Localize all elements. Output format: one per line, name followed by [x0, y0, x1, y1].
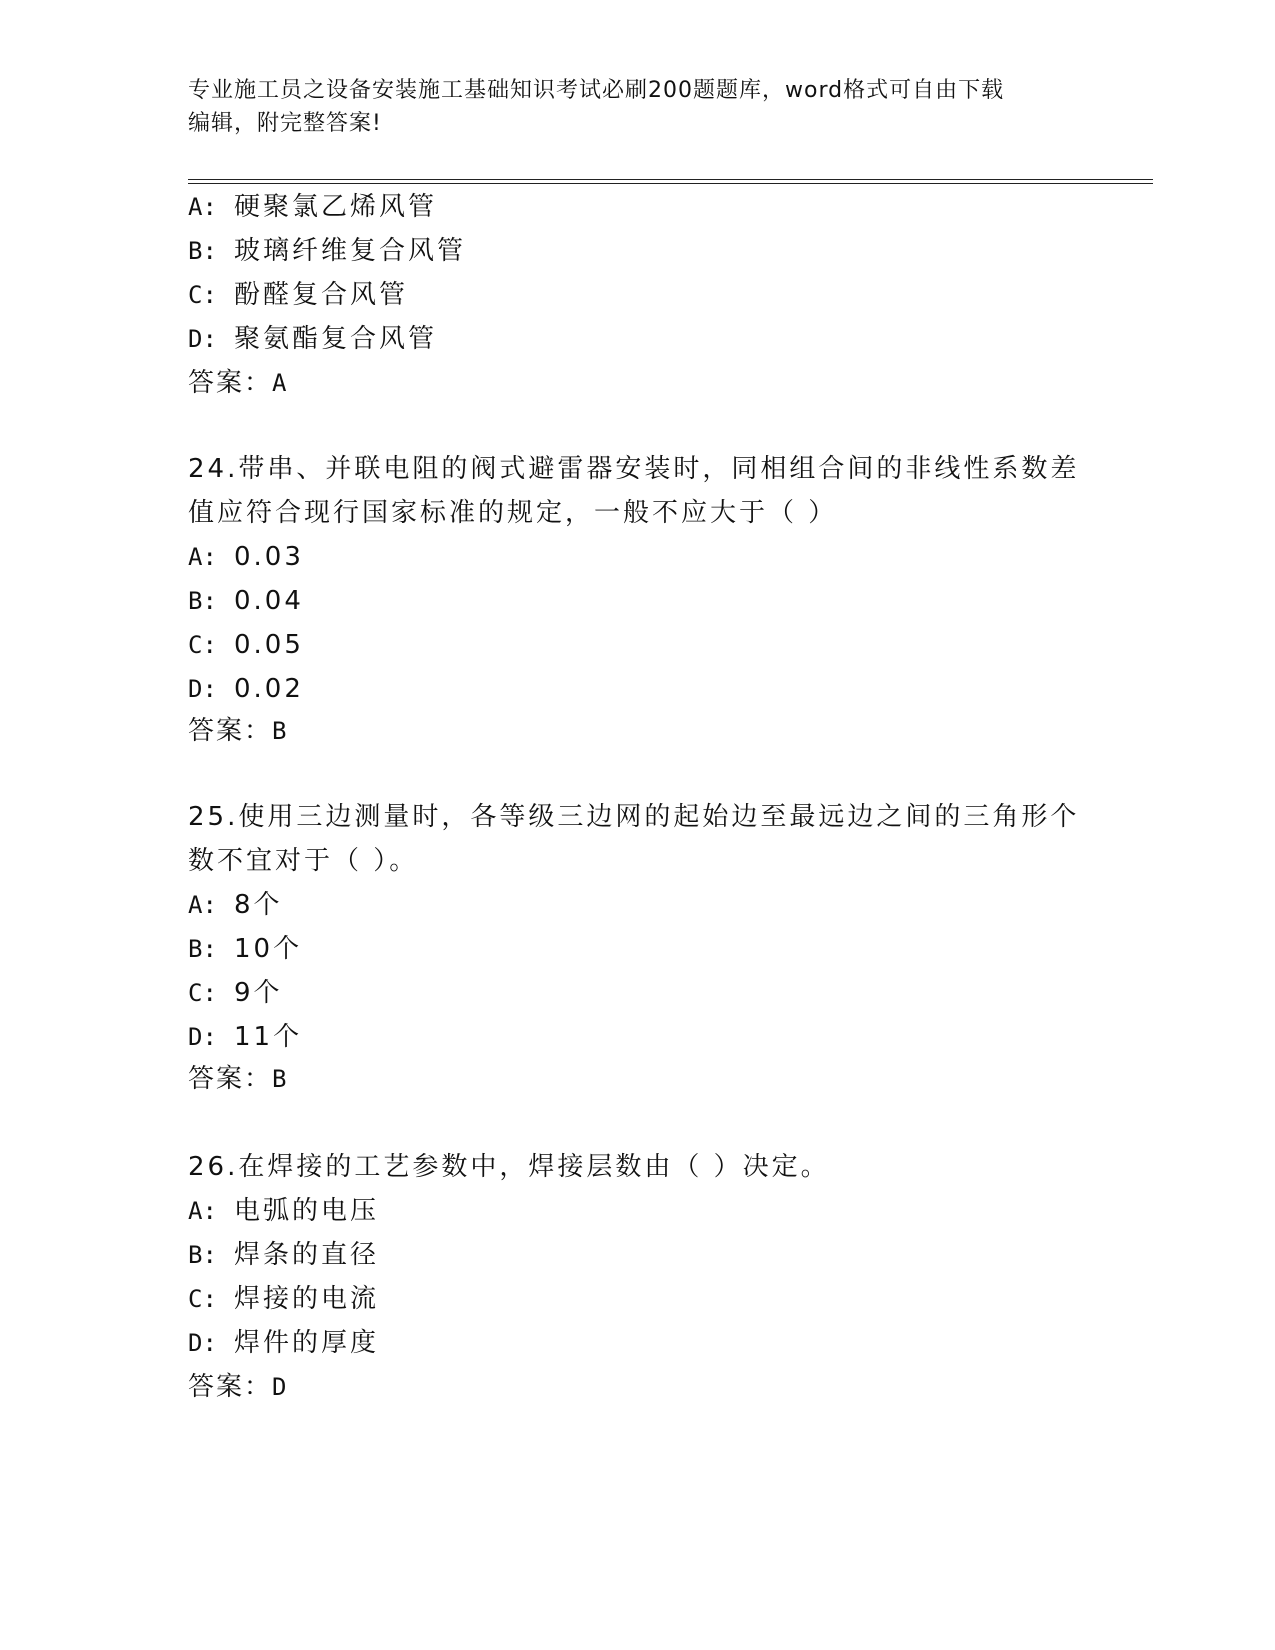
answer-line — [188, 366, 288, 400]
option-text: 焊件的厚度 — [234, 1328, 380, 1358]
option-d — [188, 1020, 302, 1054]
question-text-line-2: 值应符合现行国家标准的规定，一般不应大于（ ） — [188, 498, 838, 528]
option-letter: A: — [188, 543, 217, 571]
question-text-line-1: 26.在焊接的工艺参数中，焊接层数由（ ）决定。 — [188, 1152, 830, 1182]
option-c — [188, 278, 408, 312]
option-text: 10个 — [234, 934, 303, 964]
option-letter: B: — [188, 587, 217, 615]
answer-label: 答案： — [188, 1064, 273, 1094]
option-letter: C: — [188, 979, 217, 1007]
option-d — [188, 1326, 379, 1360]
option-a — [188, 190, 437, 224]
answer-line — [188, 714, 288, 748]
option-text: 聚氨酯复合风管 — [234, 324, 438, 354]
option-text: 11个 — [234, 1022, 303, 1052]
option-b — [188, 932, 302, 966]
question-text-line-1: 24.带串、并联电阻的阀式避雷器安装时，同相组合间的非线性系数差 — [188, 454, 1080, 484]
option-text: 0.03 — [234, 542, 304, 572]
option-text: 焊条的直径 — [234, 1240, 380, 1270]
answer-value: B — [272, 717, 289, 745]
option-letter: D: — [188, 325, 217, 353]
option-a — [188, 888, 283, 922]
answer-label: 答案： — [188, 716, 273, 746]
answer-value: A — [272, 369, 289, 397]
option-letter: A: — [188, 1197, 217, 1225]
answer-label: 答案： — [188, 368, 273, 398]
header-title-line-2: 编辑，附完整答案! — [188, 111, 382, 136]
question-text-line-1: 25.使用三边测量时，各等级三边网的起始边至最远边之间的三角形个 — [188, 802, 1080, 832]
option-text: 电弧的电压 — [234, 1196, 380, 1226]
answer-value: D — [272, 1373, 289, 1401]
question-text-line-2: 数不宜对于（ ）。 — [188, 846, 419, 876]
option-a — [188, 540, 304, 574]
option-text: 8个 — [234, 890, 283, 920]
option-letter: D: — [188, 1023, 217, 1051]
option-text: 0.05 — [234, 630, 304, 660]
header-divider — [188, 179, 1153, 184]
option-c — [188, 1282, 379, 1316]
option-letter: B: — [188, 237, 217, 265]
option-text: 玻璃纤维复合风管 — [234, 236, 467, 266]
option-letter: C: — [188, 631, 217, 659]
option-b — [188, 1238, 379, 1272]
answer-value: B — [272, 1065, 289, 1093]
option-text: 0.04 — [234, 586, 304, 616]
answer-line — [188, 1062, 288, 1096]
option-text: 酚醛复合风管 — [234, 280, 409, 310]
option-text: 硬聚氯乙烯风管 — [234, 192, 438, 222]
option-letter: A: — [188, 193, 217, 221]
option-letter: D: — [188, 1329, 217, 1357]
option-c — [188, 976, 283, 1010]
option-letter: B: — [188, 1241, 217, 1269]
document-header — [188, 74, 1088, 140]
header-title-line-1: 专业施工员之设备安装施工基础知识考试必刷200题题库，word格式可自由下载 — [188, 78, 1005, 103]
option-a — [188, 1194, 379, 1228]
answer-label: 答案： — [188, 1372, 273, 1402]
option-text: 焊接的电流 — [234, 1284, 380, 1314]
option-c — [188, 628, 304, 662]
option-letter: A: — [188, 891, 217, 919]
option-letter: D: — [188, 675, 217, 703]
option-d — [188, 672, 304, 706]
option-letter: B: — [188, 935, 217, 963]
option-d — [188, 322, 437, 356]
answer-line — [188, 1370, 288, 1404]
option-text: 0.02 — [234, 674, 304, 704]
option-b — [188, 234, 466, 268]
option-letter: C: — [188, 1285, 217, 1313]
option-b — [188, 584, 304, 618]
option-letter: C: — [188, 281, 217, 309]
option-text: 9个 — [234, 978, 283, 1008]
